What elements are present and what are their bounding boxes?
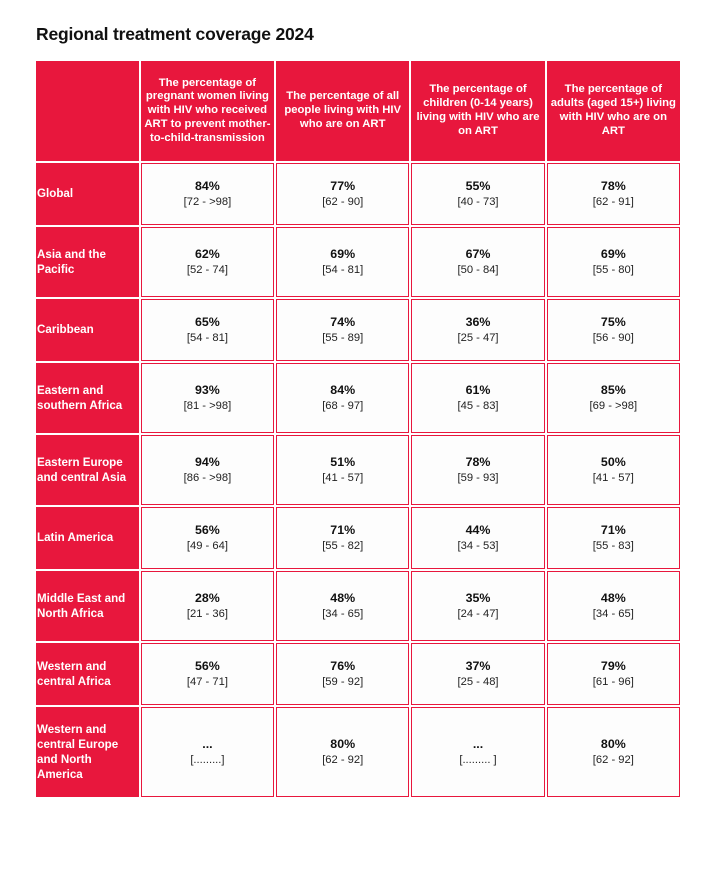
- table-cell: [411, 435, 544, 505]
- cell-range: [......... ]: [459, 754, 497, 767]
- table-cell: [276, 435, 409, 505]
- table-cell: [141, 299, 274, 361]
- table-cell: [276, 643, 409, 705]
- column-header-adults-art: The percentage of adults (aged 15+) living with HIV who are on ART: [547, 61, 680, 161]
- cell-value: 78%: [600, 178, 626, 193]
- table-cell: [411, 363, 544, 433]
- table-cell: [547, 571, 680, 641]
- table-row: [36, 707, 680, 797]
- table-cell: [547, 227, 680, 297]
- cell-range: [41 - 57]: [592, 472, 634, 485]
- cell-range: [62 - 92]: [322, 754, 364, 767]
- table-cell: [276, 363, 409, 433]
- cell-value: 50%: [600, 454, 626, 469]
- table-row: [36, 571, 680, 641]
- cell-value: 48%: [330, 590, 356, 605]
- row-header-western-central-africa: Western and central Africa: [36, 643, 139, 705]
- column-header-pmtct: The percentage of pregnant women living with HIV who received ART to prevent mother-to-child-transmission: [141, 61, 274, 161]
- cell-range: [61 - 96]: [592, 676, 634, 689]
- cell-value: 36%: [465, 314, 491, 329]
- cell-value: 71%: [600, 522, 626, 537]
- cell-value: 48%: [600, 590, 626, 605]
- table-cell: [411, 299, 544, 361]
- cell-value: 51%: [330, 454, 356, 469]
- cell-value: 80%: [600, 736, 626, 751]
- table-header: [36, 61, 680, 161]
- cell-range: [59 - 93]: [457, 472, 499, 485]
- row-header-western-central-europe-north-america: Western and central Europe and North America: [36, 707, 139, 797]
- column-header-children-art: The percentage of children (0-14 years) living with HIV who are on ART: [411, 61, 544, 161]
- cell-range: [72 - >98]: [183, 196, 232, 209]
- table-cell: [547, 643, 680, 705]
- table-cell: [276, 163, 409, 225]
- cell-value: 76%: [330, 658, 356, 673]
- cell-value: 93%: [195, 382, 220, 397]
- cell-range: [86 - >98]: [183, 472, 232, 485]
- table-cell: [411, 227, 544, 297]
- row-header-caribbean: Caribbean: [36, 299, 139, 361]
- table-cell: [411, 707, 544, 797]
- table-cell: [411, 571, 544, 641]
- cell-value: 71%: [330, 522, 356, 537]
- table-cell: [141, 643, 274, 705]
- cell-range: [41 - 57]: [322, 472, 364, 485]
- cell-value: 69%: [600, 246, 626, 261]
- table-cell: [141, 507, 274, 569]
- cell-range: [68 - 97]: [322, 400, 364, 413]
- table-cell: [547, 435, 680, 505]
- cell-range: [54 - 81]: [186, 332, 228, 345]
- cell-value: 56%: [195, 658, 220, 673]
- table-cell: [547, 163, 680, 225]
- cell-value: 80%: [330, 736, 356, 751]
- table-cell: [141, 571, 274, 641]
- row-header-latin-america: Latin America: [36, 507, 139, 569]
- cell-value: ...: [472, 736, 484, 751]
- table-row: [36, 227, 680, 297]
- page-title: Regional treatment coverage 2024: [36, 24, 314, 44]
- table-row: [36, 363, 680, 433]
- cell-value: 28%: [195, 590, 220, 605]
- table-cell: [411, 163, 544, 225]
- cell-value: 94%: [195, 454, 220, 469]
- cell-value: 74%: [330, 314, 356, 329]
- table-row: [36, 643, 680, 705]
- row-header-global: Global: [36, 163, 139, 225]
- row-header-eastern-southern-africa: Eastern and southern Africa: [36, 363, 139, 433]
- cell-range: [25 - 48]: [457, 676, 499, 689]
- cell-range: [62 - 92]: [592, 754, 634, 767]
- cell-value: 85%: [600, 382, 626, 397]
- cell-value: ...: [202, 736, 213, 751]
- table-row: [36, 435, 680, 505]
- cell-value: 79%: [600, 658, 626, 673]
- cell-value: 84%: [195, 178, 220, 193]
- cell-value: 37%: [465, 658, 491, 673]
- cell-range: [62 - 91]: [592, 196, 634, 209]
- cell-range: [55 - 83]: [592, 540, 634, 553]
- cell-range: [.........]: [190, 754, 225, 767]
- regional-treatment-coverage-table: [34, 59, 682, 799]
- cell-range: [25 - 47]: [457, 332, 499, 345]
- table-cell: [547, 363, 680, 433]
- table-cell: [547, 299, 680, 361]
- table-cell: [141, 707, 274, 797]
- cell-value: 69%: [330, 246, 356, 261]
- cell-range: [45 - 83]: [457, 400, 499, 413]
- row-header-middle-east-north-africa: Middle East and North Africa: [36, 571, 139, 641]
- table-cell: [547, 507, 680, 569]
- cell-range: [55 - 89]: [322, 332, 364, 345]
- cell-range: [69 - >98]: [589, 400, 638, 413]
- cell-value: 56%: [195, 522, 220, 537]
- cell-value: 77%: [330, 178, 356, 193]
- table-cell: [141, 435, 274, 505]
- table-cell: [411, 643, 544, 705]
- cell-value: 62%: [195, 246, 220, 261]
- table-row: [36, 507, 680, 569]
- table-header-row: [36, 61, 680, 161]
- cell-value: 78%: [465, 454, 491, 469]
- cell-value: 35%: [465, 590, 491, 605]
- table-body: [36, 163, 680, 797]
- table-cell: [547, 707, 680, 797]
- cell-value: 84%: [330, 382, 356, 397]
- cell-range: [55 - 82]: [322, 540, 364, 553]
- cell-value: 44%: [465, 522, 491, 537]
- cell-range: [62 - 90]: [322, 196, 364, 209]
- cell-range: [21 - 36]: [186, 608, 228, 621]
- table-cell: [276, 571, 409, 641]
- cell-range: [47 - 71]: [186, 676, 228, 689]
- cell-range: [49 - 64]: [186, 540, 228, 553]
- table-cell: [141, 363, 274, 433]
- cell-range: [34 - 53]: [457, 540, 499, 553]
- cell-range: [24 - 47]: [457, 608, 499, 621]
- cell-range: [56 - 90]: [592, 332, 634, 345]
- column-header-all-people-art: The percentage of all people living with HIV who are on ART: [276, 61, 409, 161]
- cell-value: 67%: [465, 246, 491, 261]
- cell-range: [81 - >98]: [183, 400, 232, 413]
- table-cell: [276, 507, 409, 569]
- cell-range: [34 - 65]: [592, 608, 634, 621]
- table-cell: [141, 163, 274, 225]
- table-cell: [276, 299, 409, 361]
- row-header-asia-pacific: Asia and the Pacific: [36, 227, 139, 297]
- table-row: [36, 299, 680, 361]
- table-corner-cell: [36, 61, 139, 161]
- cell-range: [40 - 73]: [457, 196, 499, 209]
- cell-value: 61%: [465, 382, 491, 397]
- cell-range: [59 - 92]: [322, 676, 364, 689]
- cell-range: [52 - 74]: [186, 264, 228, 277]
- row-header-eastern-europe-central-asia: Eastern Europe and central Asia: [36, 435, 139, 505]
- cell-value: 75%: [600, 314, 626, 329]
- table-row: [36, 163, 680, 225]
- table-cell: [276, 707, 409, 797]
- cell-range: [55 - 80]: [592, 264, 634, 277]
- cell-range: [54 - 81]: [322, 264, 364, 277]
- table-cell: [411, 507, 544, 569]
- cell-range: [50 - 84]: [457, 264, 499, 277]
- cell-range: [34 - 65]: [322, 608, 364, 621]
- table-cell: [276, 227, 409, 297]
- cell-value: 65%: [195, 314, 220, 329]
- table-cell: [141, 227, 274, 297]
- cell-value: 55%: [465, 178, 491, 193]
